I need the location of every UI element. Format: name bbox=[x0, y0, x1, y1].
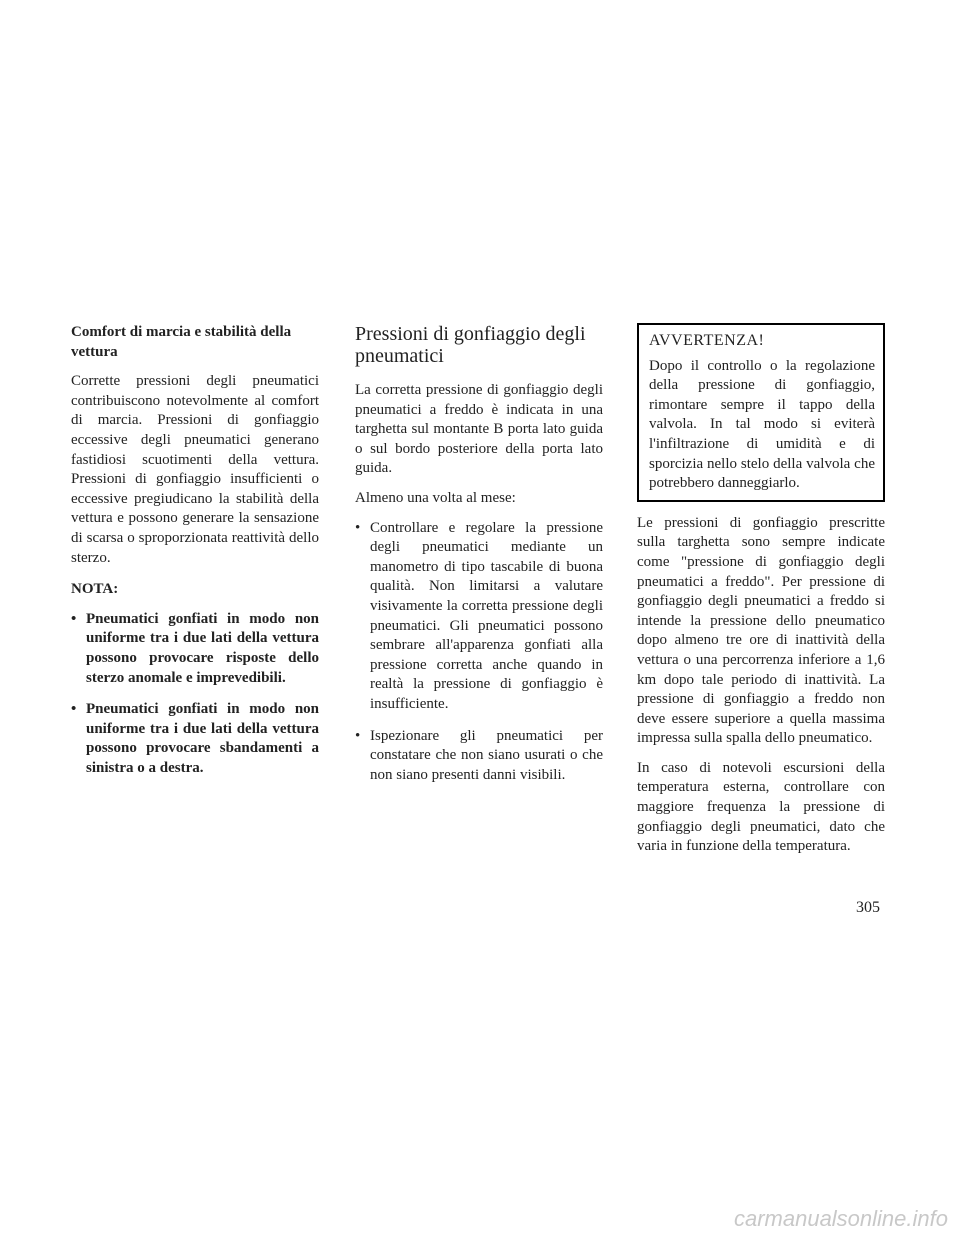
note-bullet-item: • Pneumatici gonfiati in modo non uniforme tra i due lati della vettura possono provocare risposte dello sterzo anomale e imprevedibili. bbox=[71, 610, 319, 688]
warning-box bbox=[637, 323, 885, 502]
note-label: NOTA: bbox=[71, 581, 119, 598]
bullet-item: • Controllare e regolare la pressione degli pneumatici mediante un manometro di tipo tascabile di buona qualità. Non limitarsi a valutare visivamente la corretta pressione degli pneumatici. Gli pneumatici possono sembrare all'apparenza gonfiati alla pressione corretta anche quando in realtà la pressione di gonfiaggio è insufficiente. bbox=[355, 519, 603, 715]
watermark: carmanualsonline.info bbox=[733, 1206, 948, 1231]
right-column bbox=[637, 323, 885, 867]
body-paragraph: Almeno una volta al mese: bbox=[355, 489, 516, 506]
body-paragraph: In caso di notevoli escursioni della temperatura esterna, controllare con maggiore frequenza la pressione di gonfiaggio degli pneumatici, dato che varia in funzione della temperatura. bbox=[637, 759, 885, 855]
body-paragraph: Le pressioni di gonfiaggio prescritte sulla targhetta sono sempre indicate come "pressione di gonfiaggio degli pneumatici a freddo". Per pressione di gonfiaggio degli pneumatici a freddo si intende la pressione dello pneumatico dopo almeno tre ore di inattività della vettura o una percorrenza inferiore a 1,6 km dopo tale periodo di inattività. La pressione di gonfiaggio a freddo non deve essere superiore a quella massima impressa sulla spalla dello pneumatico. bbox=[637, 514, 885, 747]
section-subheading: Comfort di marcia e stabilità della vettura bbox=[71, 324, 292, 360]
bullet-list bbox=[355, 519, 603, 786]
body-paragraph: La corretta pressione di gonfiaggio degli pneumatici a freddo è indicata in una targhetta sul montante B porta lato guida o sul bordo posteriore della porta lato guida. bbox=[355, 382, 603, 477]
section-heading: Pressioni di gonfiaggio degli pneumatici bbox=[355, 323, 586, 367]
left-column bbox=[71, 323, 319, 790]
warning-text: Dopo il controllo o la regolazione della pressione di gonfiaggio, rimontare sempre il tappo della valvola. In tal modo si eviterà l'infiltrazione di umidità e di sporcizia nello stelo della valvola che potrebbero danneggiarlo. bbox=[649, 357, 875, 492]
middle-column bbox=[355, 323, 603, 797]
page-number: 305 bbox=[856, 899, 880, 916]
note-bullet-list bbox=[71, 610, 319, 779]
warning-title: AVVERTENZA! bbox=[649, 332, 765, 349]
bullet-item: • Ispezionare gli pneumatici per constatare che non siano usurati o che non siano presenti danni visibili. bbox=[355, 727, 603, 786]
body-paragraph: Corrette pressioni degli pneumatici contribuiscono notevolmente al comfort di marcia. Pressioni di gonfiaggio eccessive degli pneumatici generano fastidiosi scuotimenti della vettura. Pressioni di gonfiaggio insufficienti o eccessive pregiudicano la stabilità della vettura e possono generare la sensazione di scarsa o sproporzionata reattività dello sterzo. bbox=[71, 373, 319, 566]
note-bullet-item: • Pneumatici gonfiati in modo non uniforme tra i due lati della vettura possono provocare sbandamenti a sinistra o a destra. bbox=[71, 700, 319, 778]
